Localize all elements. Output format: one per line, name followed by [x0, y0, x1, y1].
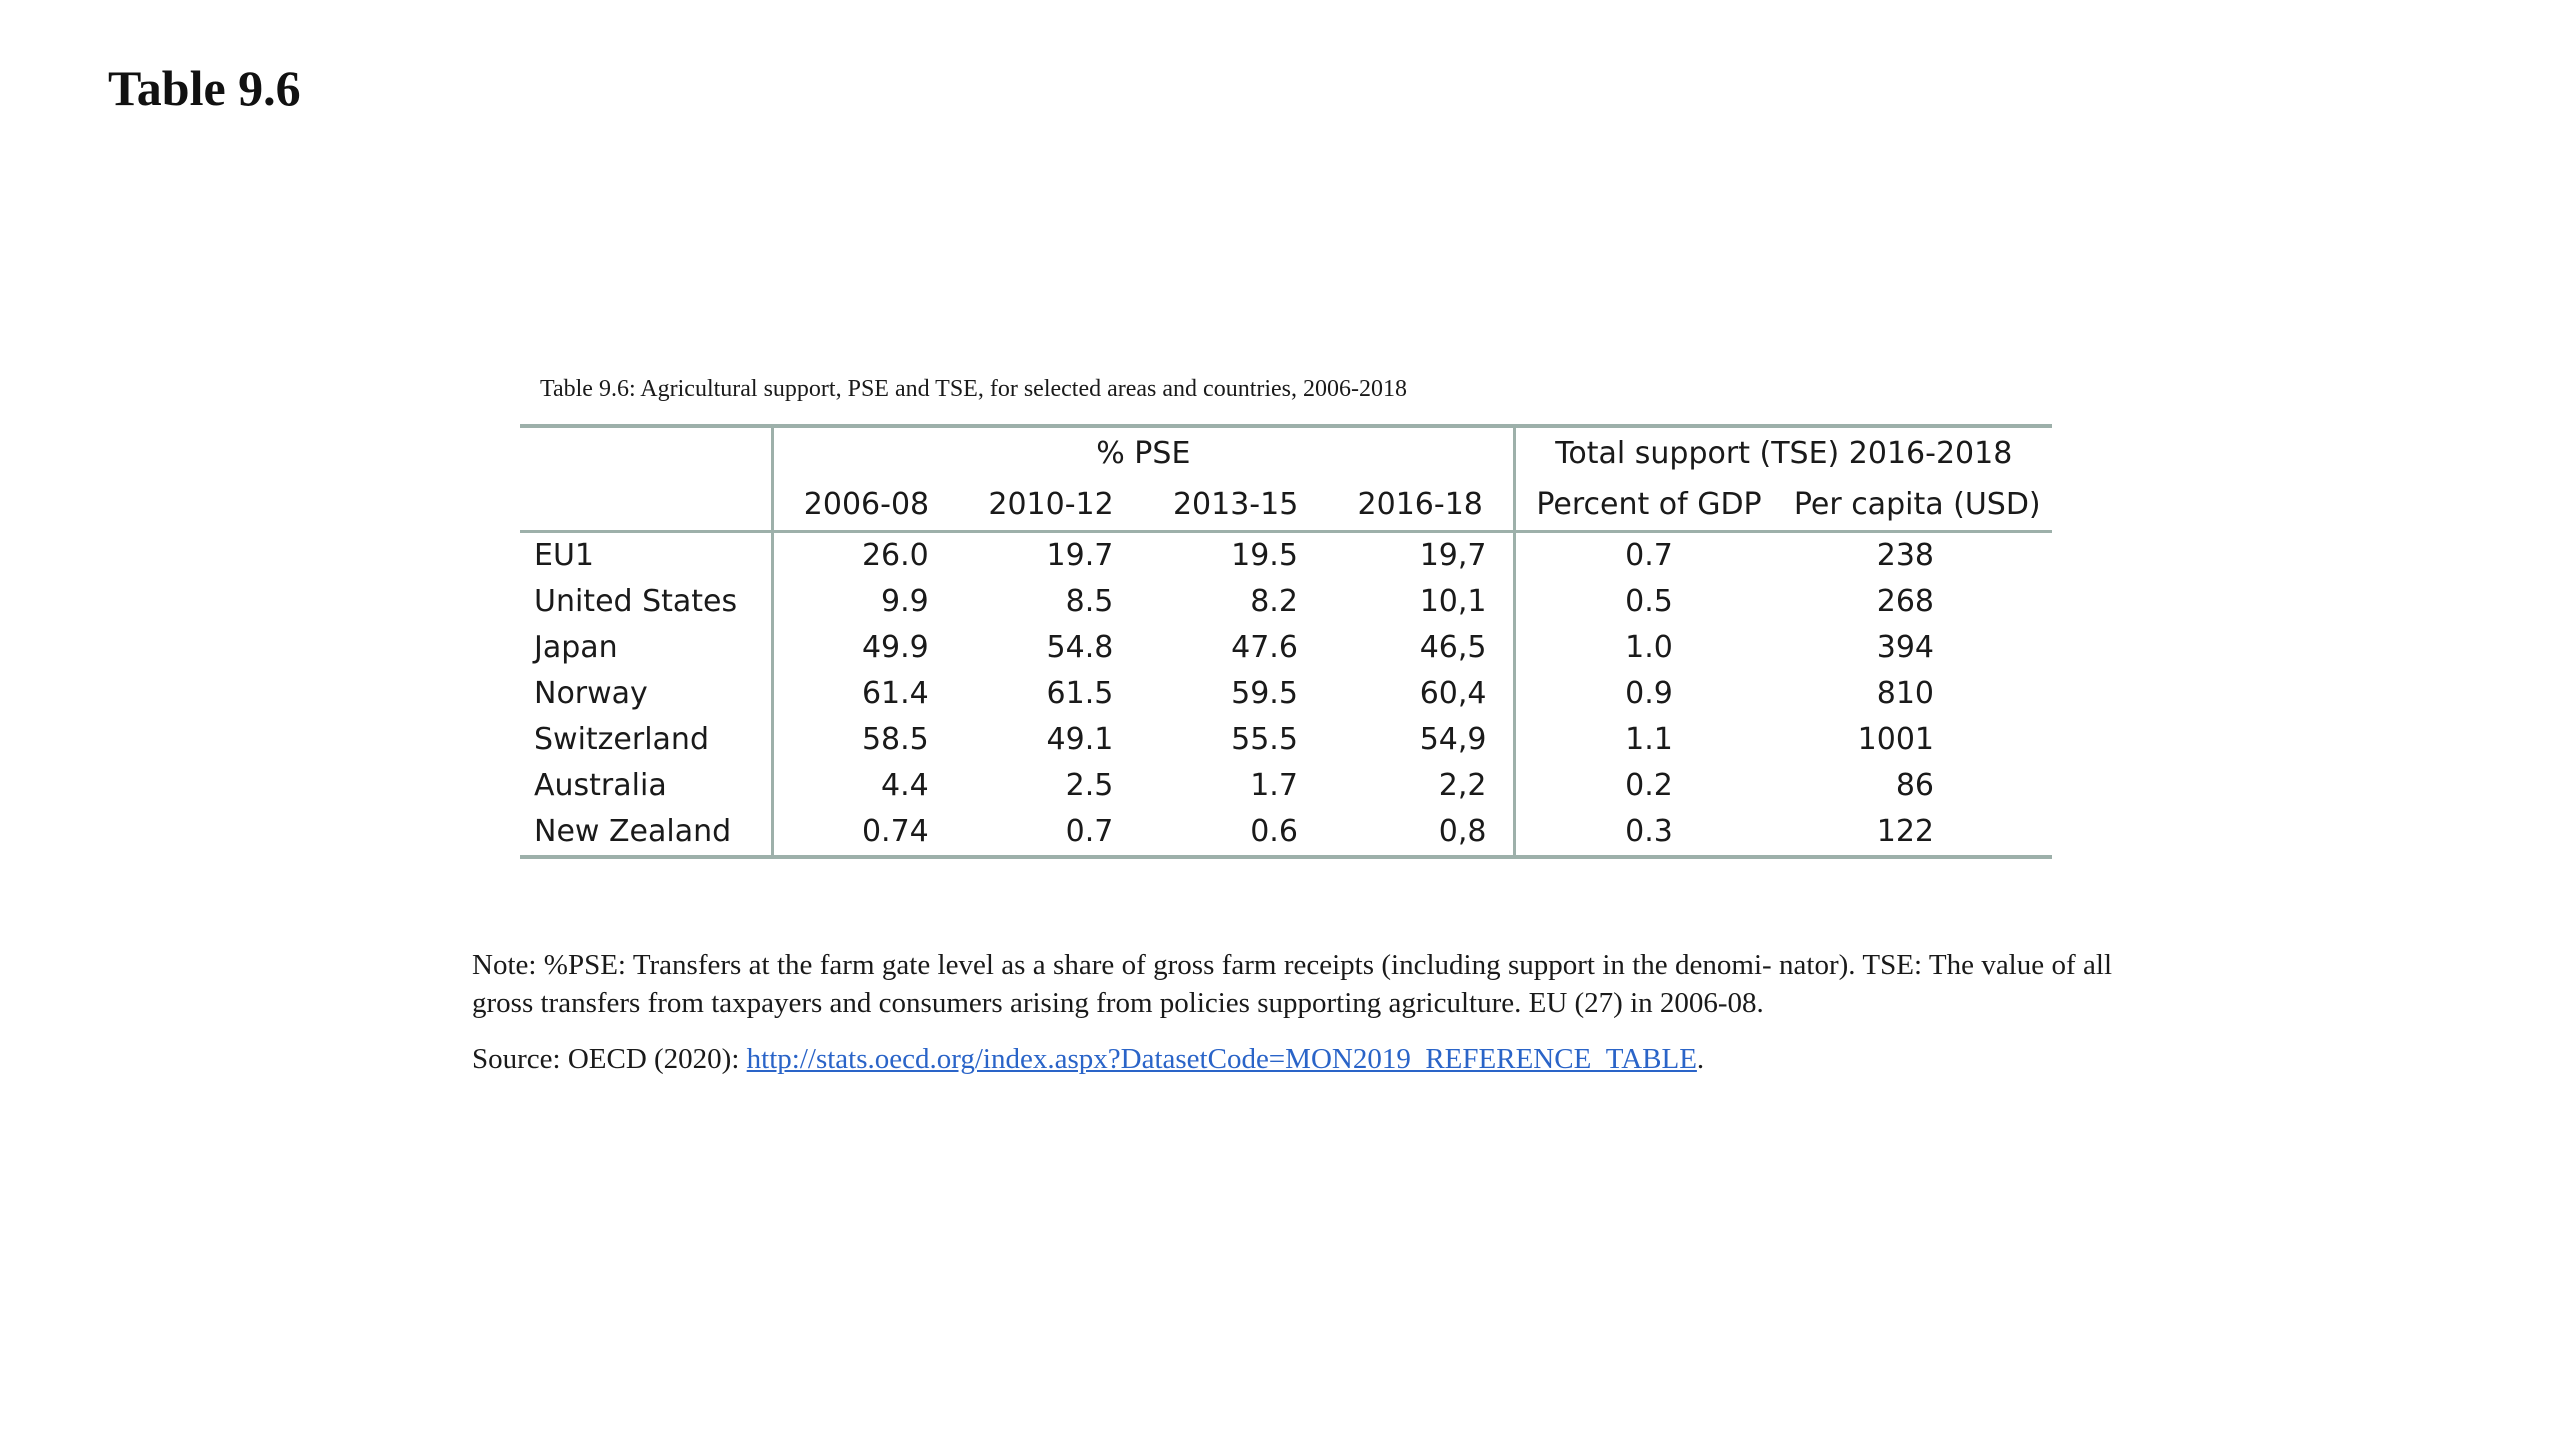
- blank-subheader-cell: [520, 480, 773, 532]
- tse-per-capita-cell: 122: [1876, 814, 1934, 849]
- tse-percent-gdp-cell: 0.5: [1514, 579, 1783, 625]
- pse-2010-12-cell: 49.1: [1046, 722, 1114, 757]
- slide-title: Table 9.6: [108, 60, 301, 116]
- country-cell: Australia: [534, 768, 667, 803]
- pse-2016-18-cell: 2,2: [1438, 768, 1487, 803]
- tse-percent-gdp-cell: 0.3: [1514, 809, 1783, 857]
- pse-2013-15-cell: 1.7: [1250, 768, 1298, 803]
- table-note: Note: %PSE: Transfers at the farm gate level as a share of gross farm receipts (including support in the denomi- nator). TSE: The value of all gross transfers from taxpayers and consumers arising from policies supporting agriculture. EU (27) in 2006-08.: [472, 949, 2112, 1019]
- pse-2016-18-cell: 0,8: [1438, 814, 1487, 849]
- column-header-per-capita: Per capita (USD): [1783, 480, 2053, 532]
- tse-percent-gdp-cell: 1.1: [1514, 717, 1783, 763]
- table-row: [520, 671, 2052, 717]
- pse-2010-12-cell: 54.8: [1046, 630, 1114, 665]
- pse-2016-18-cell: 10,1: [1419, 584, 1487, 619]
- pse-2006-08-cell: 9.9: [773, 579, 959, 625]
- pse-2013-15-cell: 59.5: [1231, 676, 1298, 711]
- country-cell: New Zealand: [534, 814, 732, 849]
- country-cell: Japan: [534, 630, 618, 665]
- column-header-percent-gdp: Percent of GDP: [1514, 480, 1783, 532]
- blank-header-cell: [520, 426, 773, 480]
- table-row: [520, 625, 2052, 671]
- column-header-2013-15: 2013-15: [1143, 480, 1328, 532]
- table-caption: Table 9.6: Agricultural support, PSE and TSE, for selected areas and countries, 2006-2018: [540, 376, 1408, 402]
- table-group-header-row: [520, 426, 2052, 480]
- pse-2013-15-cell: 8.2: [1250, 584, 1298, 619]
- pse-2013-15-cell: 55.5: [1231, 722, 1298, 757]
- table-row: [520, 763, 2052, 809]
- pse-2016-18-cell: 19,7: [1419, 538, 1487, 573]
- table-sub-header-row: [520, 480, 2052, 532]
- table-container: [520, 424, 2052, 859]
- pse-2016-18-cell: 46,5: [1419, 630, 1487, 665]
- pse-2006-08-cell: 49.9: [773, 625, 959, 671]
- agricultural-support-table: [520, 424, 2052, 859]
- pse-2016-18-cell: 54,9: [1419, 722, 1487, 757]
- column-header-2006-08: 2006-08: [773, 480, 959, 532]
- tse-per-capita-cell: 238: [1876, 538, 1934, 573]
- pse-2010-12-cell: 19.7: [1046, 538, 1114, 573]
- pse-2010-12-cell: 8.5: [1065, 584, 1114, 619]
- pse-2013-15-cell: 0.6: [1250, 814, 1298, 849]
- country-cell: EU1: [534, 538, 594, 573]
- pse-2010-12-cell: 2.5: [1065, 768, 1114, 803]
- pse-2006-08-cell: 26.0: [773, 532, 959, 580]
- country-cell: United States: [534, 584, 738, 619]
- tse-percent-gdp-cell: 1.0: [1514, 625, 1783, 671]
- tse-percent-gdp-cell: 0.2: [1514, 763, 1783, 809]
- tse-group-header: Total support (TSE) 2016-2018: [1514, 426, 2052, 480]
- pse-2006-08-cell: 58.5: [773, 717, 959, 763]
- column-header-2016-18: 2016-18: [1328, 480, 1514, 532]
- pse-2016-18-cell: 60,4: [1419, 676, 1487, 711]
- tse-per-capita-cell: 268: [1876, 584, 1934, 619]
- table-row: [520, 532, 2052, 580]
- tse-per-capita-cell: 1001: [1857, 722, 1934, 757]
- pse-2013-15-cell: 47.6: [1231, 630, 1298, 665]
- source-suffix: .: [1696, 1043, 1705, 1075]
- pse-group-header: % PSE: [773, 426, 1514, 480]
- tse-percent-gdp-cell: 0.7: [1514, 532, 1783, 580]
- tse-per-capita-cell: 394: [1876, 630, 1934, 665]
- source-prefix: Source: OECD (2020):: [472, 1043, 747, 1075]
- pse-2010-12-cell: 0.7: [1065, 814, 1114, 849]
- pse-2013-15-cell: 19.5: [1231, 538, 1298, 573]
- tse-per-capita-cell: 810: [1876, 676, 1934, 711]
- table-row: [520, 809, 2052, 857]
- tse-per-capita-cell: 86: [1895, 768, 1934, 803]
- table-row: [520, 717, 2052, 763]
- pse-2006-08-cell: 61.4: [773, 671, 959, 717]
- country-cell: Switzerland: [534, 722, 709, 757]
- table-row: [520, 579, 2052, 625]
- table-source: [472, 1040, 1704, 1078]
- tse-percent-gdp-cell: 0.9: [1514, 671, 1783, 717]
- country-cell: Norway: [534, 676, 648, 711]
- source-link[interactable]: http://stats.oecd.org/index.aspx?DatasetCode=MON2019_REFERENCE_TABLE: [746, 1043, 1697, 1075]
- pse-2006-08-cell: 0.74: [773, 809, 959, 857]
- pse-2010-12-cell: 61.5: [1046, 676, 1114, 711]
- column-header-2010-12: 2010-12: [959, 480, 1144, 532]
- pse-2006-08-cell: 4.4: [773, 763, 959, 809]
